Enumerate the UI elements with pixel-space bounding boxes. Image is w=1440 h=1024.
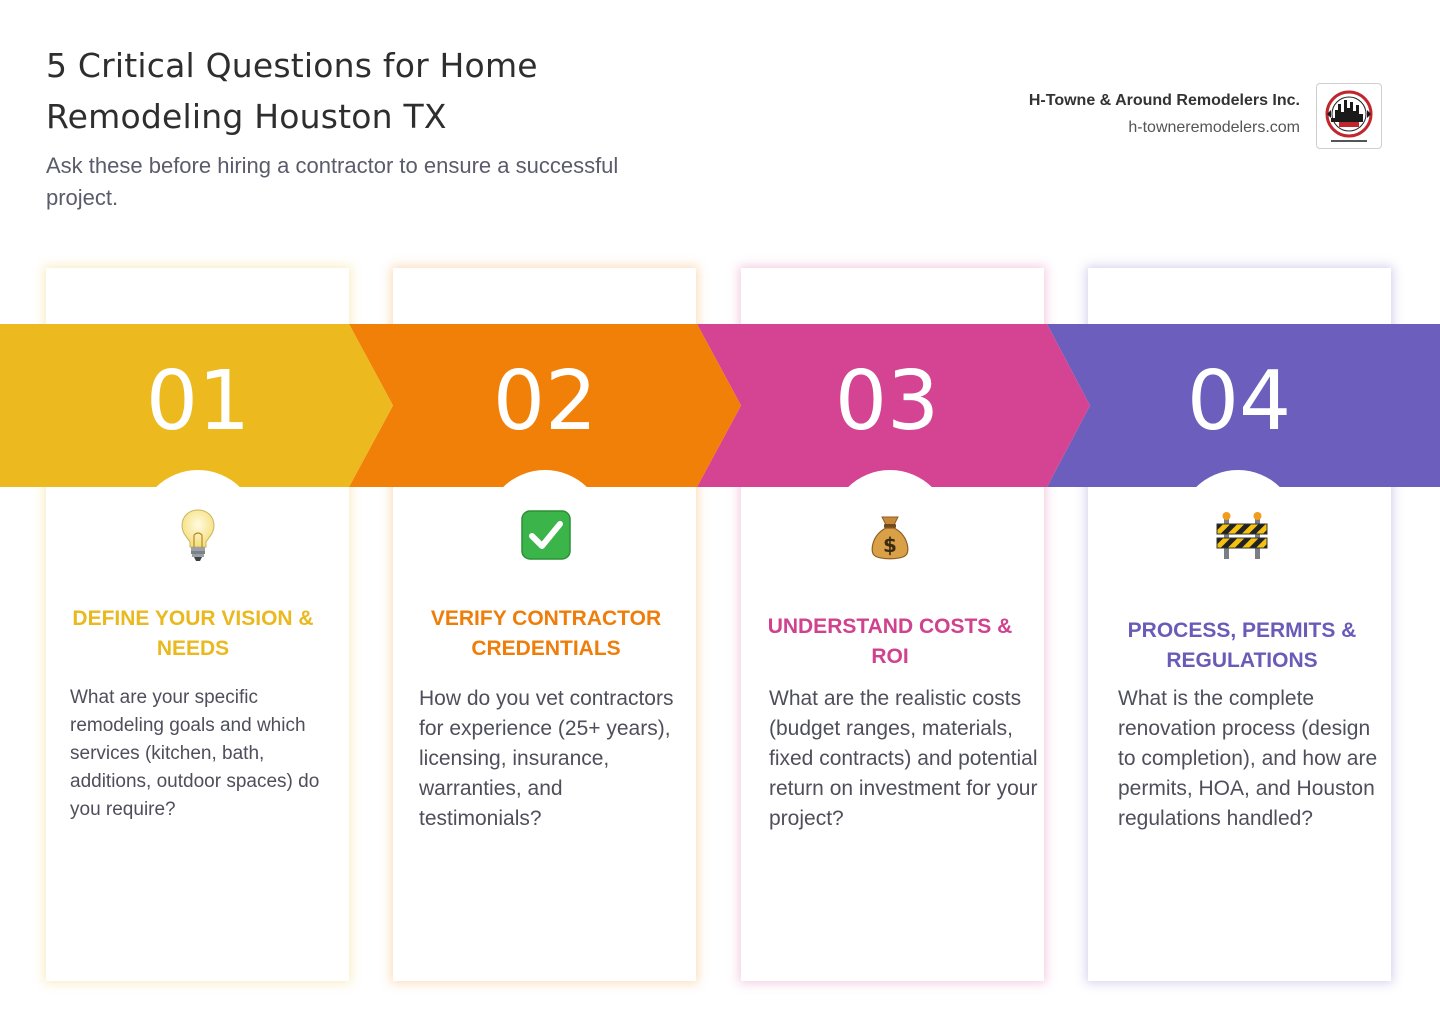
svg-text:$: $ bbox=[883, 533, 897, 557]
step-heading-2: VERIFY CONTRACTOR CREDENTIALS bbox=[430, 607, 662, 660]
lightbulb-icon bbox=[168, 505, 228, 565]
step-heading-1: DEFINE YOUR VISION & NEEDS bbox=[72, 607, 314, 660]
step-heading-3: UNDERSTAND COSTS & ROI bbox=[767, 615, 1013, 668]
step-heading-4: PROCESS, PERMITS & REGULATIONS bbox=[1127, 619, 1357, 672]
page-title: 5 Critical Questions for Home Remodeling Houston TX bbox=[46, 46, 538, 136]
brand-logo bbox=[1316, 83, 1382, 149]
step-body-3: What are the realistic costs (budget ranges, materials, fixed contracts) and potential return on investment for your project? bbox=[769, 687, 1038, 830]
checkmark-icon bbox=[516, 505, 576, 565]
step-number-2: 02 bbox=[492, 354, 598, 449]
construction-barrier-icon bbox=[1212, 507, 1272, 567]
step-number-4: 04 bbox=[1186, 354, 1292, 449]
money-bag-icon bbox=[860, 507, 920, 567]
step-body-1: What are your specific remodeling goals and which services (kitchen, bath, additions, outdoor spaces) do you require? bbox=[70, 687, 320, 820]
step-number-3: 03 bbox=[834, 354, 940, 449]
page-subtitle: Ask these before hiring a contractor to ensure a successful project. bbox=[46, 153, 619, 210]
step-body-4: What is the complete renovation process (design to completion), and how are permits, HOA, and Houston regulations handled? bbox=[1118, 687, 1378, 830]
brand-url: h-towneremodelers.com bbox=[1128, 119, 1300, 136]
step-number-1: 01 bbox=[145, 354, 251, 449]
brand-name: H-Towne & Around Remodelers Inc. bbox=[1028, 92, 1300, 109]
step-body-2: How do you vet contractors for experience (25+ years), licensing, insurance, warranties, and testimonials? bbox=[419, 687, 674, 830]
logo-emblem-icon bbox=[1317, 84, 1381, 148]
